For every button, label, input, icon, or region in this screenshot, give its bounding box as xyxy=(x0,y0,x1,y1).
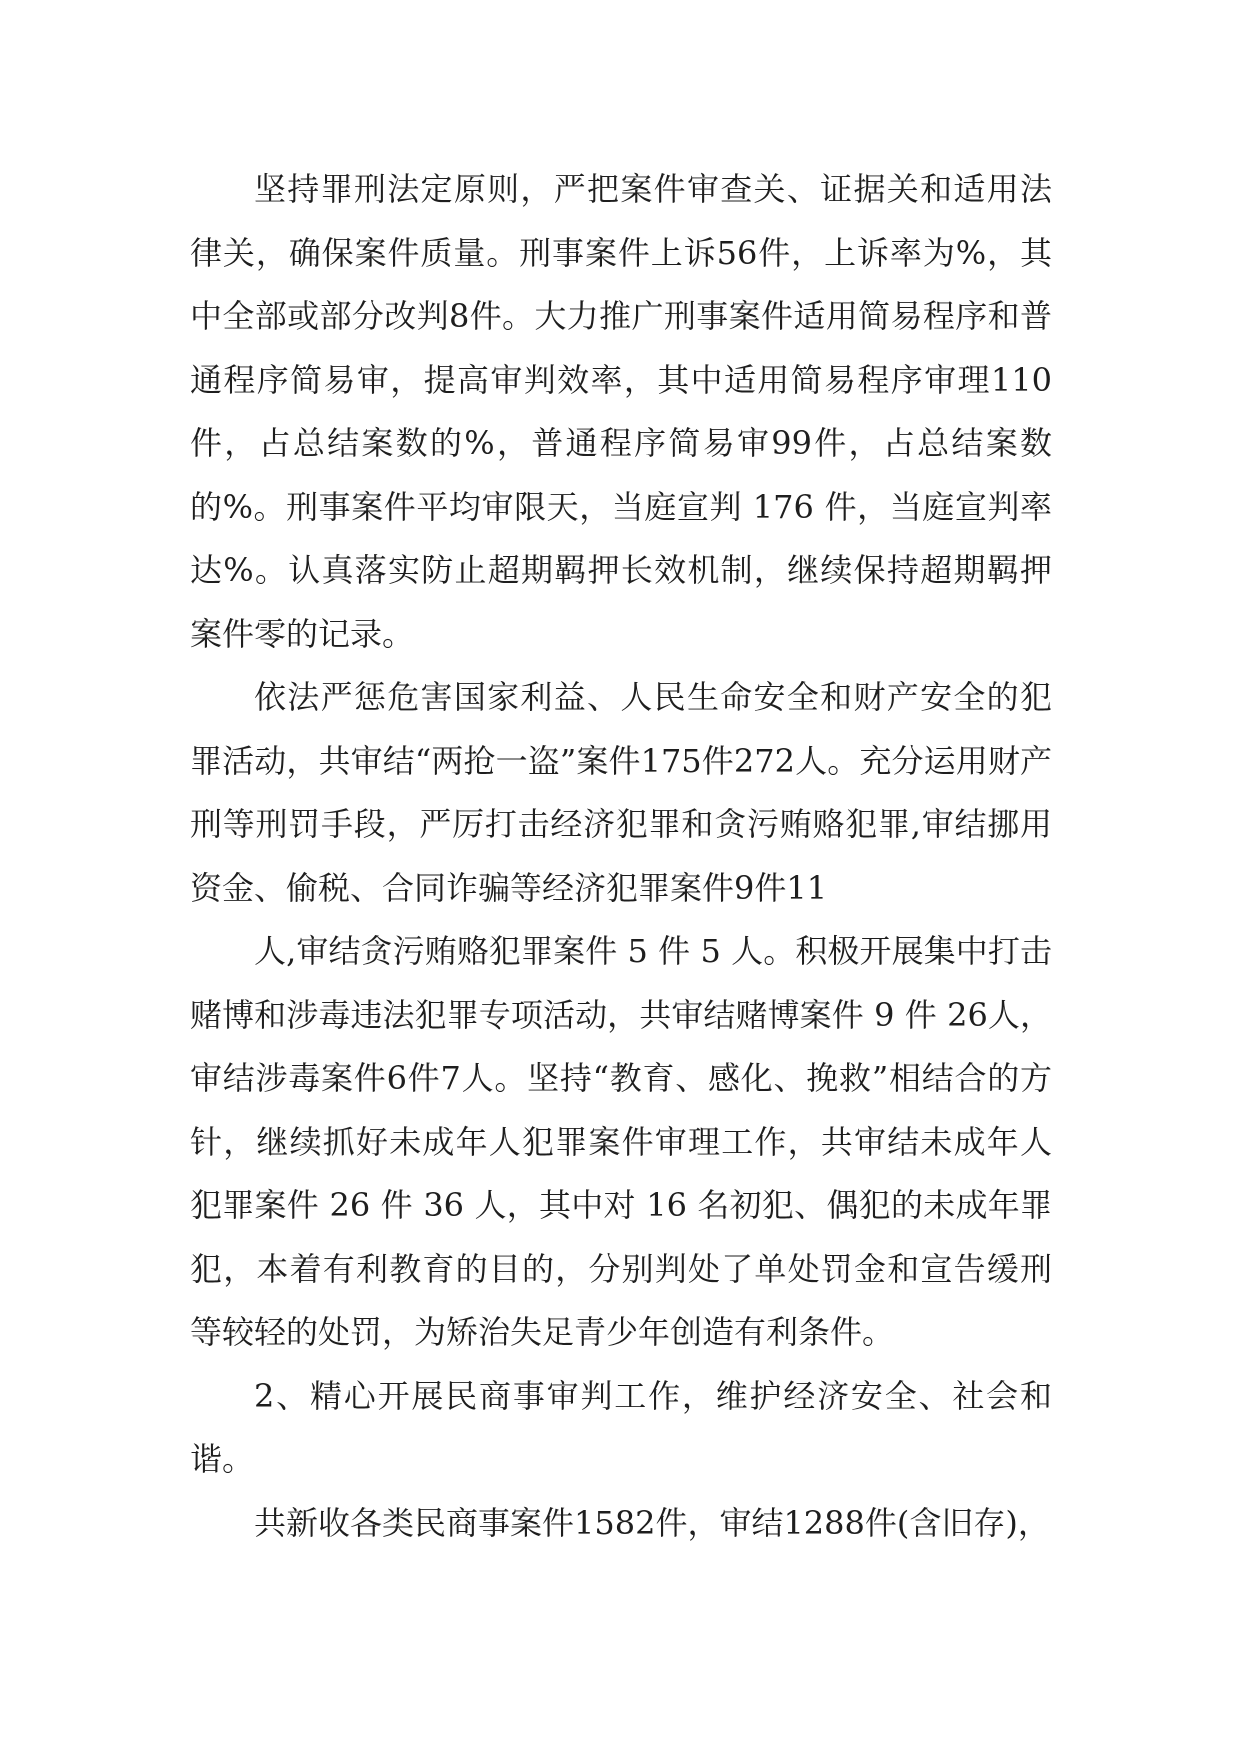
paragraph-criminal-quality: 坚持罪刑法定原则，严把案件审查关、证据关和适用法律关，确保案件质量。刑事案件上诉56件，上诉率为%，其中全部或部分改判8件。大力推广刑事案件适用简易程序和普通程序简易审，提高审判效率，其中适用简易程序审理110件，占总结案数的%，普通程序简易审99件，占总结案数的%。刑事案件平均审限天，当庭宣判 176 件，当庭宣判率达%。认真落实防止超期羁押长效机制，继续保持超期羁押案件零的记录。 xyxy=(190,170,1052,653)
paragraph-corruption-juvenile: 人,审结贪污贿赂犯罪案件 5 件 5 人。积极开展集中打击赌博和涉毒违法犯罪专项活动，共审结赌博案件 9 件 26人，审结涉毒案件6件7人。坚持“教育、感化、挽救”相结合的方针，继续抓好未成年人犯罪案件审理工作，共审结未成年人犯罪案件 26 件 36 人，其中对 16 名初犯、偶犯的未成年罪犯，本着有利教育的目的，分别判处了单处罚金和宣告缓刑等较轻的处罚，为矫治失足青少年创造有利条件。 xyxy=(190,932,1052,1351)
paragraph-civil-cases: 共新收各类民商事案件1582件，审结1288件(含旧存)， xyxy=(254,1503,1050,1542)
document-body xyxy=(190,158,1052,1555)
paragraph-crime-crackdown: 依法严惩危害国家利益、人民生命安全和财产安全的犯罪活动，共审结“两抢一盗”案件175件272人。充分运用财产刑等刑罚手段，严厉打击经济犯罪和贪污贿赂犯罪,审结挪用资金、偷税、合同诈骗等经济犯罪案件9件11 xyxy=(190,678,1052,907)
section-heading-civil-commercial: 2、精心开展民商事审判工作，维护经济安全、社会和谐。 xyxy=(190,1376,1052,1478)
